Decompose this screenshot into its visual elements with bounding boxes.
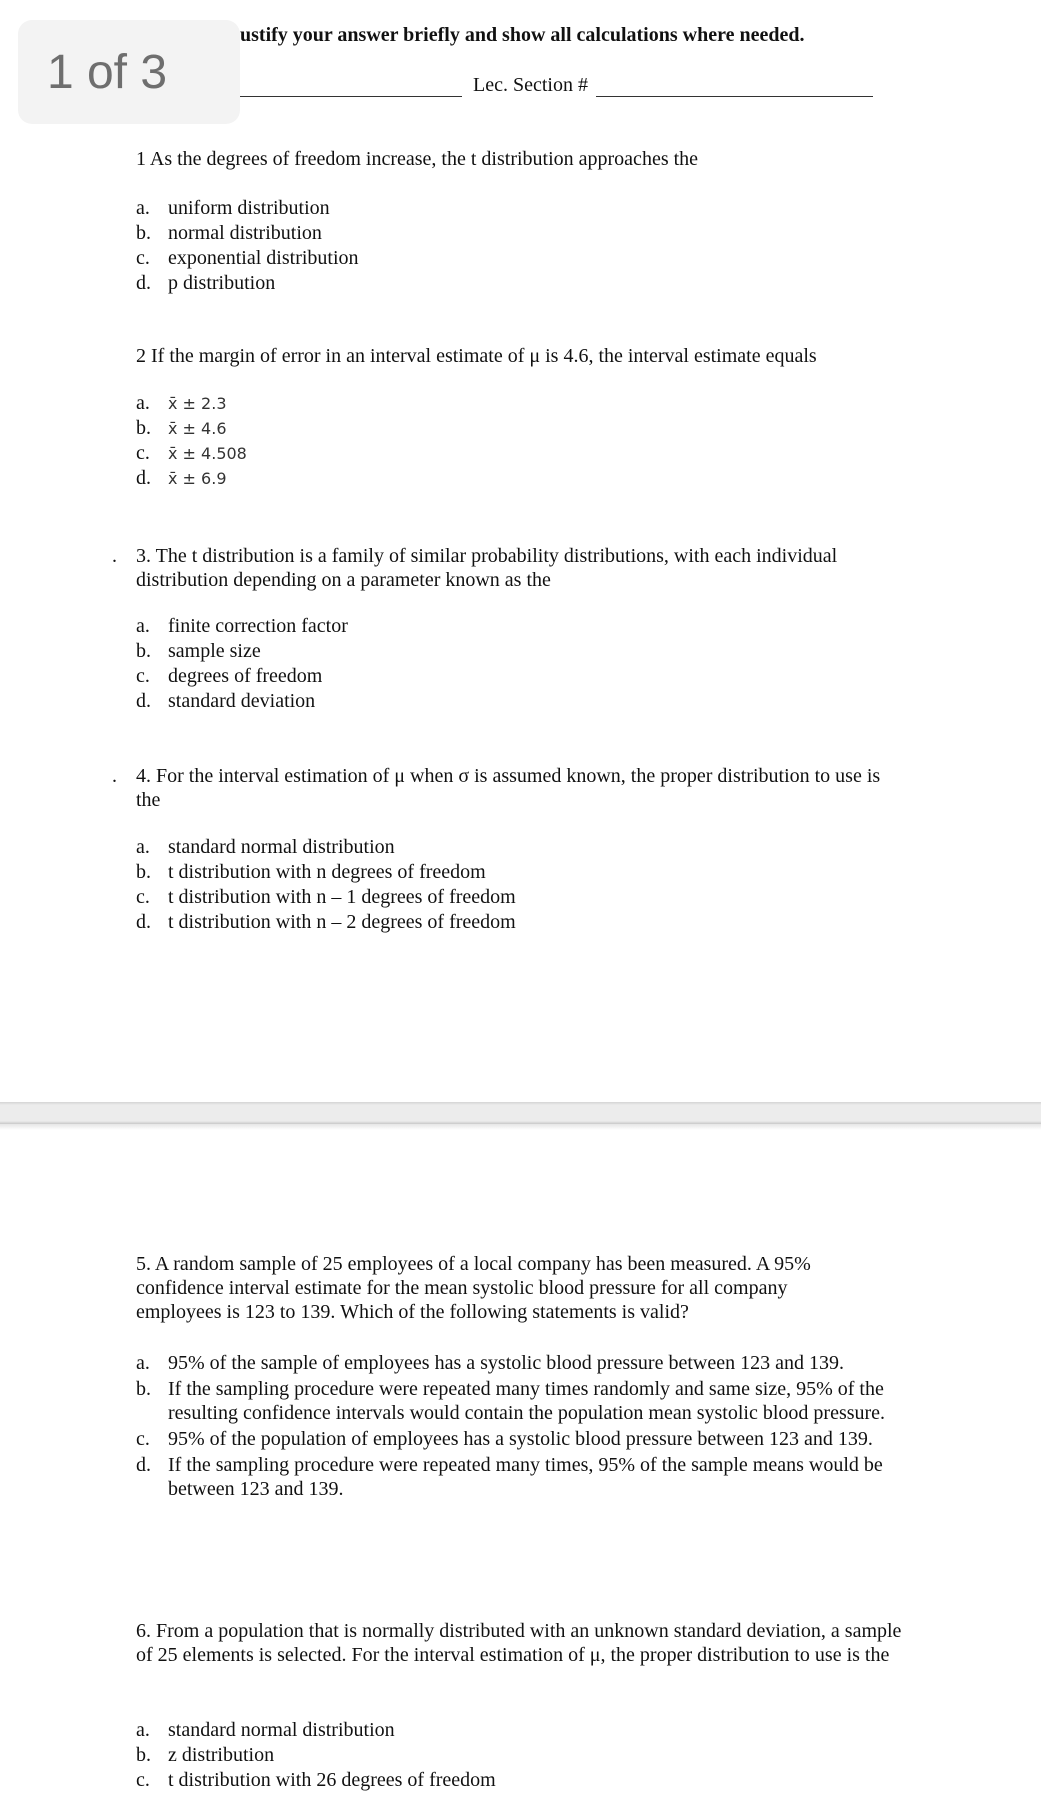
page-separator (0, 1102, 1041, 1124)
question-3-options (136, 614, 348, 714)
question-2-stem: 2 If the margin of error in an interval estimate of μ is 4.6, the interval estimate equals (136, 345, 817, 367)
option[interactable]: c. x̄ ± 4.508 (136, 442, 247, 464)
option[interactable]: b. normal distribution (136, 222, 322, 244)
option[interactable]: c. t distribution with n – 1 degrees of freedom (136, 886, 516, 908)
option[interactable]: d. standard deviation (136, 690, 316, 712)
option[interactable]: b. x̄ ± 4.6 (136, 417, 227, 439)
option[interactable]: c. degrees of freedom (136, 665, 323, 687)
question-5-stem: 5. A random sample of 25 employees of a local company has been measured. A 95% confidence interval estimate for the mean systolic blood pressure for all company employees is 123 to 139. Which of the following statements is valid? (136, 1253, 811, 1323)
option[interactable]: b. sample size (136, 640, 261, 662)
question-4-stem: 4. For the interval estimation of μ when σ is assumed known, the proper distribution to use is the (136, 765, 881, 811)
option[interactable]: a. finite correction factor (136, 615, 348, 637)
question-5-options (136, 1351, 896, 1501)
question-3-marker: . (112, 545, 117, 567)
option[interactable]: a. uniform distribution (136, 197, 330, 219)
option[interactable]: a. x̄ ± 2.3 (136, 392, 227, 414)
question-1-stem: 1 As the degrees of freedom increase, the t distribution approaches the (136, 148, 699, 170)
option[interactable]: b. If the sampling procedure were repeated many times randomly and same size, 95% of the resulting confidence intervals would contain the population mean systolic blood pressure. (136, 1378, 886, 1424)
question-6-stem: 6. From a population that is normally distributed with an unknown standard deviation, a sample of 25 elements is selected. For the interval estimation of μ, the proper distribution to use is the (136, 1620, 902, 1666)
question-2-options (136, 391, 247, 491)
option[interactable]: a. standard normal distribution (136, 1719, 395, 1741)
name-blank-line (240, 96, 462, 97)
option[interactable]: d. If the sampling procedure were repeated many times, 95% of the sample means would be between 123 and 139. (136, 1454, 883, 1500)
option[interactable]: a. standard normal distribution (136, 836, 395, 858)
question-4-marker: . (112, 765, 117, 787)
option[interactable]: a. 95% of the sample of employees has a systolic blood pressure between 123 and 139. (136, 1352, 844, 1374)
instructions-text: ustify your answer briefly and show all calculations where needed. (240, 24, 805, 46)
option[interactable]: b. t distribution with n degrees of freedom (136, 861, 486, 883)
option[interactable]: c. t distribution with 26 degrees of freedom (136, 1769, 496, 1791)
question-3-stem: 3. The t distribution is a family of similar probability distributions, with each individual distribution depending on a parameter known as the (136, 545, 838, 591)
option[interactable]: d. p distribution (136, 272, 276, 294)
page-separator-shadow (0, 1124, 1041, 1130)
option[interactable]: d. t distribution with n – 2 degrees of freedom (136, 911, 516, 933)
page-indicator: 1 of 3 (18, 20, 240, 124)
question-1-options (136, 196, 359, 296)
option[interactable]: b. z distribution (136, 1744, 275, 1766)
lecture-section-label: Lec. Section # (473, 74, 588, 96)
option[interactable]: c. exponential distribution (136, 247, 359, 269)
question-4-options (136, 835, 516, 935)
section-blank-line (596, 96, 873, 97)
question-6-options (136, 1718, 496, 1793)
option[interactable]: c. 95% of the population of employees has a systolic blood pressure between 123 and 139. (136, 1428, 873, 1450)
option[interactable]: d. x̄ ± 6.9 (136, 467, 227, 489)
